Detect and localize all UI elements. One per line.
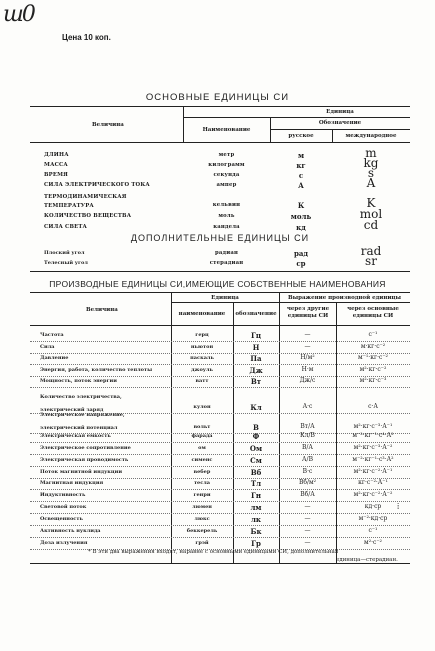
derived-via-base: м²·кг·с⁻²·А⁻² <box>353 491 393 498</box>
derived-via-base: с⁻¹ <box>368 331 378 338</box>
derived-quantity: Частота <box>40 332 64 338</box>
derived-via-base: м⁻²·кд·ср <box>358 515 388 522</box>
t1-row4-intl: A <box>366 176 376 190</box>
derived-unit-name: герц <box>195 332 209 338</box>
derived-via-other: Н/м² <box>300 354 315 361</box>
row-separator <box>30 489 410 490</box>
derived-via-other: — <box>304 343 311 350</box>
derived-via-other: Вб/А <box>300 491 315 498</box>
derived-unit-symbol: В <box>253 423 259 432</box>
derived-quantity: Мощность, поток энергии <box>40 378 117 384</box>
t1-row2-intl: kg <box>363 156 379 170</box>
derived-unit-name: сименс <box>191 457 213 463</box>
derived-via-other: В·с <box>302 468 313 475</box>
t1-supp1-intl: rad <box>360 244 382 258</box>
handwritten-mark: ш0 <box>3 2 34 27</box>
table1-unit-rule <box>183 117 410 118</box>
table1-header-designation: Обозначение <box>318 120 362 126</box>
derived-quantity: Световой поток <box>40 504 87 510</box>
table1-desig-rule <box>270 129 410 130</box>
t1-row4-name: ампер <box>216 182 237 188</box>
derived-quantity: Освещенность <box>40 516 83 522</box>
row-separator <box>30 387 410 388</box>
derived-unit-name: вебер <box>193 469 211 475</box>
derived-unit-name: вольт <box>193 424 211 430</box>
margin-bracket: ⁞ <box>397 502 400 511</box>
t1-row7-intl: cd <box>363 218 379 232</box>
row-separator <box>30 364 410 365</box>
derived-unit-symbol: Дж <box>249 366 263 375</box>
derived-unit-name: беккерель <box>186 528 218 534</box>
derived-via-other: В/А <box>302 444 313 451</box>
row-separator <box>30 442 410 443</box>
table1-header-name: Наименование <box>202 127 251 133</box>
derived-unit-symbol: Ом <box>249 444 263 453</box>
derived-unit-symbol: Кл <box>250 403 262 412</box>
derived-quantity: Активность нуклида <box>40 528 101 534</box>
row-separator <box>30 341 410 342</box>
t1-supp2-quantity: Телесный угол <box>44 260 88 266</box>
derived-via-base: м⁻¹·кг·с⁻² <box>358 354 388 361</box>
t1-row4-ru: А <box>298 181 304 190</box>
table2-title: ПРОИЗВОДНЫЕ ЕДИНИЦЫ СИ,ИМЕЮЩИЕ СОБСТВЕННЫЕ НАИМЕНОВАНИЯ <box>49 279 386 289</box>
derived-quantity: Энергия, работа, количество теплоты <box>40 367 153 373</box>
t1-row5-quantity: ТЕРМОДИНАМИЧЕСКАЯ ТЕМПЕРАТУРА <box>44 194 127 209</box>
t1-row6-name: моль <box>218 213 235 219</box>
derived-unit-name: кулон <box>193 404 211 410</box>
derived-unit-symbol: Ф <box>252 432 260 441</box>
derived-unit-symbol: Тл <box>250 479 262 488</box>
table1-bottom-rule <box>30 271 410 272</box>
t1-row2-name: килограмм <box>208 162 245 168</box>
row-separator <box>30 466 410 467</box>
derived-unit-symbol: лк <box>251 515 261 524</box>
derived-unit-symbol: Н <box>252 343 260 352</box>
derived-via-base: м²·кг·с⁻² <box>359 366 387 373</box>
derived-via-base: кг·с⁻²·А⁻¹ <box>358 479 388 486</box>
derived-unit-symbol: Вт <box>250 377 262 386</box>
derived-via-base: м⁻²·кг⁻¹·с⁴·А² <box>352 432 394 439</box>
table1-header-russian: русское <box>288 133 314 139</box>
derived-quantity: Количество электричества, электрический заряд <box>40 394 122 413</box>
t1-row1-name: метр <box>218 152 235 158</box>
derived-via-other: Дж/с <box>299 377 316 384</box>
table2-header-bottom-rule <box>30 325 410 326</box>
t1-supp2-intl: sr <box>365 254 377 268</box>
derived-unit-name: джоуль <box>191 367 213 373</box>
derived-quantity: Электрическая емкость <box>40 433 111 439</box>
t1-row1-ru: м <box>297 151 305 160</box>
table1-header-bottom-rule <box>30 142 410 143</box>
derived-via-other: Вт/А <box>300 423 315 430</box>
table2-header-expression: Выражение производной единицы <box>287 295 402 301</box>
row-separator <box>30 454 410 455</box>
table1-top-rule <box>30 106 410 107</box>
row-separator <box>30 537 410 538</box>
t1-row3-ru: с <box>298 171 304 180</box>
t1-row6-quantity: КОЛИЧЕСТВО ВЕЩЕСТВА <box>44 213 132 219</box>
derived-unit-name: фарада <box>191 433 213 439</box>
derived-quantity: Доза излучения <box>40 540 88 546</box>
t1-row1-intl: m <box>365 146 377 160</box>
derived-via-other: Вб/м² <box>298 479 317 486</box>
derived-via-base: м²·кг·с⁻³·А⁻² <box>353 444 393 451</box>
derived-via-base: м²·кг·с⁻²·А⁻¹ <box>353 468 393 475</box>
derived-unit-name: ом <box>198 445 206 451</box>
t1-row6-ru: моль <box>290 212 312 221</box>
table2-header-name: наименование <box>178 311 226 317</box>
t1-row7-name: кандела <box>213 224 240 230</box>
table1-header-international: международное <box>345 133 397 139</box>
derived-unit-name: тесла <box>193 480 211 486</box>
derived-quantity: Электрическое сопротивление <box>40 445 131 451</box>
derived-via-other: Кл/В <box>300 432 315 439</box>
t1-row4-quantity: СИЛА ЭЛЕКТРИЧЕСКОГО ТОКА <box>44 182 150 188</box>
t1-row3-name: секунда <box>213 172 240 178</box>
table2-top-rule <box>30 292 410 293</box>
table1-vline-1 <box>183 106 184 142</box>
derived-unit-symbol: Гр <box>251 539 261 548</box>
t1-row1-quantity: ДЛИНА <box>44 152 69 158</box>
footnote-line-2: единица—стерадиан. <box>336 557 398 563</box>
derived-via-base: м²·с⁻² <box>364 539 382 546</box>
derived-quantity: Поток магнитной индукции <box>40 469 123 475</box>
derived-unit-symbol: Бк <box>250 527 262 536</box>
derived-unit-name: ньютон <box>190 344 214 350</box>
derived-via-other: — <box>304 539 311 546</box>
t1-row2-quantity: МАССА <box>44 162 68 168</box>
derived-via-base: с·А <box>368 403 378 410</box>
row-separator <box>30 525 410 526</box>
table2-expr-rule <box>279 302 410 303</box>
derived-via-base: кд·ср <box>364 503 382 510</box>
derived-unit-name: люмен <box>192 504 212 510</box>
t1-supp2-ru: ср <box>296 259 306 268</box>
table2-header-quantity: Величина <box>86 307 118 313</box>
t1-supp1-name: радиан <box>214 250 239 256</box>
derived-unit-name: паскаль <box>190 355 214 361</box>
row-separator <box>30 513 410 514</box>
derived-unit-name: грэй <box>195 540 209 546</box>
derived-unit-symbol: Гн <box>251 491 261 500</box>
derived-via-other: — <box>304 527 311 534</box>
t1-row5-name: кельвин <box>212 202 241 208</box>
derived-via-base: с⁻¹ <box>368 527 378 534</box>
derived-via-base: м²·кг·с⁻³ <box>359 377 387 384</box>
derived-quantity: Давление <box>40 355 69 361</box>
t1-row5-intl: K <box>366 196 376 210</box>
derived-via-other: А/В <box>302 456 313 463</box>
table2-unit-rule <box>171 302 279 303</box>
t1-row7-ru: кд <box>296 223 306 232</box>
derived-unit-symbol: Вб <box>250 468 262 477</box>
table1-title: ОСНОВНЫЕ ЕДИНИЦЫ СИ <box>145 92 290 103</box>
derived-unit-name: люкс <box>194 516 210 522</box>
derived-via-base: м²·кг·с⁻³·А⁻¹ <box>353 423 393 430</box>
derived-quantity: Электрическое напряжение, электрический потенциал <box>40 412 125 431</box>
derived-quantity: Сила <box>40 344 55 350</box>
price-label: Цена 10 коп. <box>62 33 111 42</box>
derived-via-other: Н·м <box>301 366 314 373</box>
derived-unit-symbol: Па <box>250 354 262 363</box>
derived-via-other: А·с <box>302 403 313 410</box>
derived-via-other: — <box>304 503 311 510</box>
derived-via-base: м⁻²·кг⁻¹·с³·А² <box>352 456 394 463</box>
derived-quantity: Индуктивность <box>40 492 86 498</box>
derived-quantity: Электрическая проводимость <box>40 457 129 463</box>
footnote <box>88 548 418 564</box>
derived-unit-symbol: Гц <box>250 331 261 340</box>
table2-header-via-other: через другие единицы СИ <box>286 306 330 319</box>
table1-header-unit: Единица <box>326 109 354 115</box>
derived-quantity: Магнитная индукция <box>40 480 104 486</box>
derived-via-other: — <box>304 515 311 522</box>
t1-row2-ru: кг <box>296 161 306 170</box>
footnote-line-1: * В эти два выражения входят, наравне с основными единицами СИ, дополнительная <box>88 549 339 555</box>
t1-supp2-name: стерадиан <box>209 260 244 266</box>
t1-row7-quantity: СИЛА СВЕТА <box>44 224 88 230</box>
t1-row3-intl: s <box>367 166 375 180</box>
derived-unit-symbol: См <box>250 456 262 465</box>
derived-unit-name: ватт <box>195 378 209 384</box>
t1-supp1-ru: рад <box>293 249 309 258</box>
derived-unit-name: генри <box>193 492 211 498</box>
table1-supplementary-title: ДОПОЛНИТЕЛЬНЫЕ ЕДИНИЦЫ СИ <box>130 233 310 243</box>
table1-header-quantity: Величина <box>92 122 124 128</box>
table2-header-designation: обозначение <box>235 311 277 317</box>
derived-unit-symbol: лм <box>250 503 262 512</box>
t1-supp1-quantity: Плоский угол <box>44 250 85 256</box>
t1-row5-ru: К <box>297 201 305 210</box>
t1-row6-intl: mol <box>359 207 383 221</box>
table2-header-unit: Единица <box>211 295 239 301</box>
derived-via-other: — <box>304 331 311 338</box>
derived-via-base: м·кг·с⁻² <box>360 343 386 350</box>
table2-header-via-base: через основные единицы СИ <box>347 306 399 319</box>
row-separator <box>30 501 410 502</box>
t1-row3-quantity: ВРЕМЯ <box>44 172 69 178</box>
